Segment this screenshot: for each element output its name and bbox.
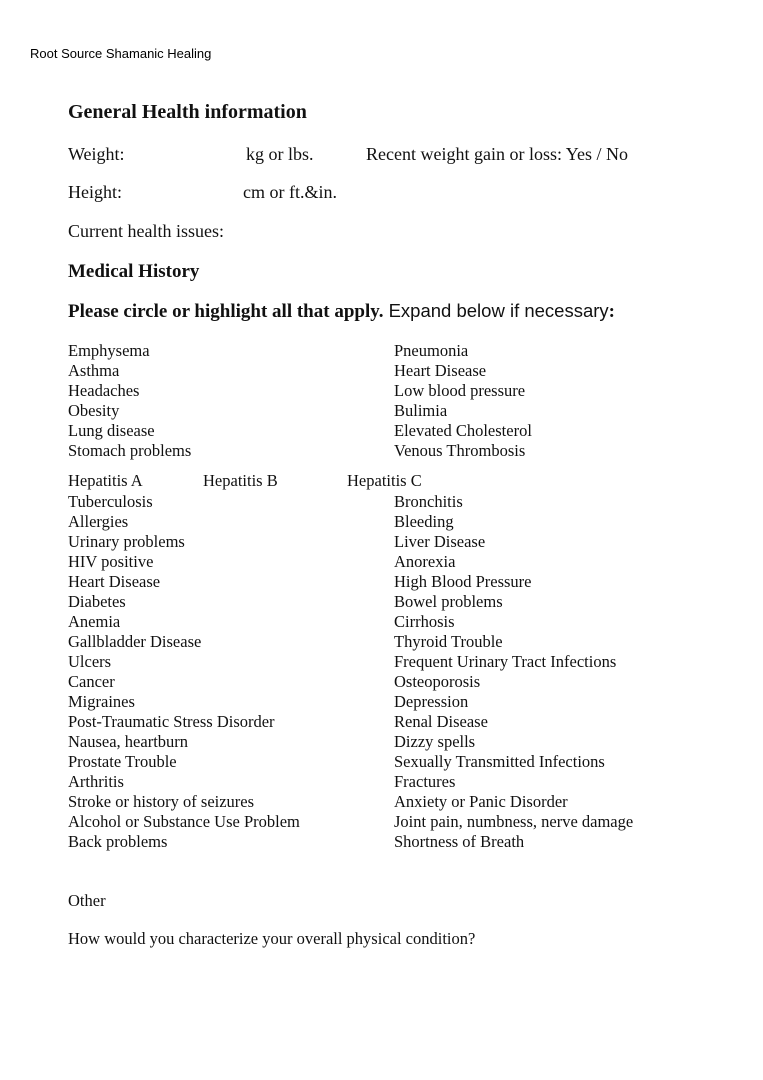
condition-item[interactable]: Gallbladder Disease [68, 632, 202, 651]
condition-item[interactable]: Arthritis [68, 772, 124, 791]
condition-item[interactable]: Back problems [68, 832, 168, 851]
condition-item[interactable]: Stomach problems [68, 441, 192, 460]
condition-hepatitis-c[interactable]: Hepatitis C [347, 471, 422, 490]
condition-item[interactable]: Bowel problems [394, 592, 503, 611]
condition-item[interactable]: Osteoporosis [394, 672, 481, 691]
condition-item[interactable]: Heart Disease [68, 572, 161, 591]
condition-item[interactable]: Post-Traumatic Stress Disorder [68, 712, 275, 731]
condition-item[interactable]: Shortness of Breath [394, 832, 525, 851]
condition-item[interactable]: High Blood Pressure [394, 572, 532, 591]
condition-item[interactable]: Lung disease [68, 421, 155, 440]
condition-item[interactable]: Renal Disease [394, 712, 488, 731]
conditions-left-top [68, 341, 191, 461]
condition-hepatitis-a[interactable]: Hepatitis A [68, 471, 143, 490]
instruction-bold: Please circle or highlight all that apply. [68, 301, 384, 322]
condition-item[interactable]: Headaches [68, 381, 140, 400]
condition-item[interactable]: Anemia [68, 612, 121, 631]
condition-item[interactable]: Venous Thrombosis [394, 441, 526, 460]
condition-item[interactable]: Bleeding [394, 512, 454, 531]
condition-item[interactable]: Liver Disease [394, 532, 486, 551]
condition-item[interactable]: Anorexia [394, 552, 456, 571]
condition-item[interactable]: Cirrhosis [394, 612, 455, 631]
condition-item[interactable]: Cancer [68, 672, 115, 691]
conditions-right-bottom [394, 492, 633, 852]
condition-item[interactable]: Low blood pressure [394, 381, 526, 400]
condition-item[interactable]: Fractures [394, 772, 456, 791]
overall-condition-question: How would you characterize your overall physical condition? [68, 929, 476, 948]
other-label: Other [68, 891, 106, 910]
condition-item[interactable]: Pneumonia [394, 341, 469, 360]
condition-item[interactable]: Sexually Transmitted Infections [394, 752, 605, 771]
condition-item[interactable]: Stroke or history of seizures [68, 792, 255, 811]
condition-item[interactable]: Migraines [68, 692, 135, 711]
general-health-heading: General Health information [68, 101, 307, 123]
condition-item[interactable]: Tuberculosis [68, 492, 153, 511]
weight-units: kg or lbs. [246, 144, 314, 164]
instruction-colon: : [608, 301, 615, 322]
condition-item[interactable]: Urinary problems [68, 532, 185, 551]
height-units: cm or ft.&in. [243, 182, 337, 202]
condition-item[interactable]: Heart Disease [394, 361, 487, 380]
instruction-text [68, 300, 615, 323]
condition-item[interactable]: Obesity [68, 401, 120, 420]
condition-item[interactable]: Alcohol or Substance Use Problem [68, 812, 300, 831]
condition-hepatitis-b[interactable]: Hepatitis B [203, 471, 278, 490]
medical-history-heading: Medical History [68, 261, 200, 282]
condition-item[interactable]: Dizzy spells [394, 732, 476, 751]
condition-item[interactable]: Prostate Trouble [68, 752, 177, 771]
height-label: Height: [68, 182, 122, 202]
organization-name: Root Source Shamanic Healing [30, 46, 212, 61]
weight-change-question: Recent weight gain or loss: Yes / No [366, 144, 628, 164]
weight-label: Weight: [68, 144, 125, 164]
instruction-rest: Expand below if necessary [383, 300, 609, 321]
conditions-left-bottom [68, 492, 300, 852]
condition-item[interactable]: Asthma [68, 361, 120, 380]
condition-item[interactable]: Allergies [68, 512, 129, 531]
current-health-issues-label: Current health issues: [68, 221, 224, 241]
condition-item[interactable]: Bronchitis [394, 492, 463, 511]
condition-item[interactable]: Elevated Cholesterol [394, 421, 532, 440]
condition-item[interactable]: Frequent Urinary Tract Infections [394, 652, 617, 671]
condition-item[interactable]: Thyroid Trouble [394, 632, 503, 651]
condition-item[interactable]: Nausea, heartburn [68, 732, 189, 751]
condition-item[interactable]: Diabetes [68, 592, 126, 611]
condition-item[interactable]: Depression [394, 692, 469, 711]
condition-item[interactable]: Emphysema [68, 341, 150, 360]
condition-item[interactable]: Bulimia [394, 401, 448, 420]
condition-item[interactable]: Joint pain, numbness, nerve damage [394, 812, 634, 831]
condition-item[interactable]: Anxiety or Panic Disorder [394, 792, 568, 811]
condition-item[interactable]: Ulcers [68, 652, 112, 671]
conditions-right-top [394, 341, 532, 461]
condition-item[interactable]: HIV positive [68, 552, 154, 571]
